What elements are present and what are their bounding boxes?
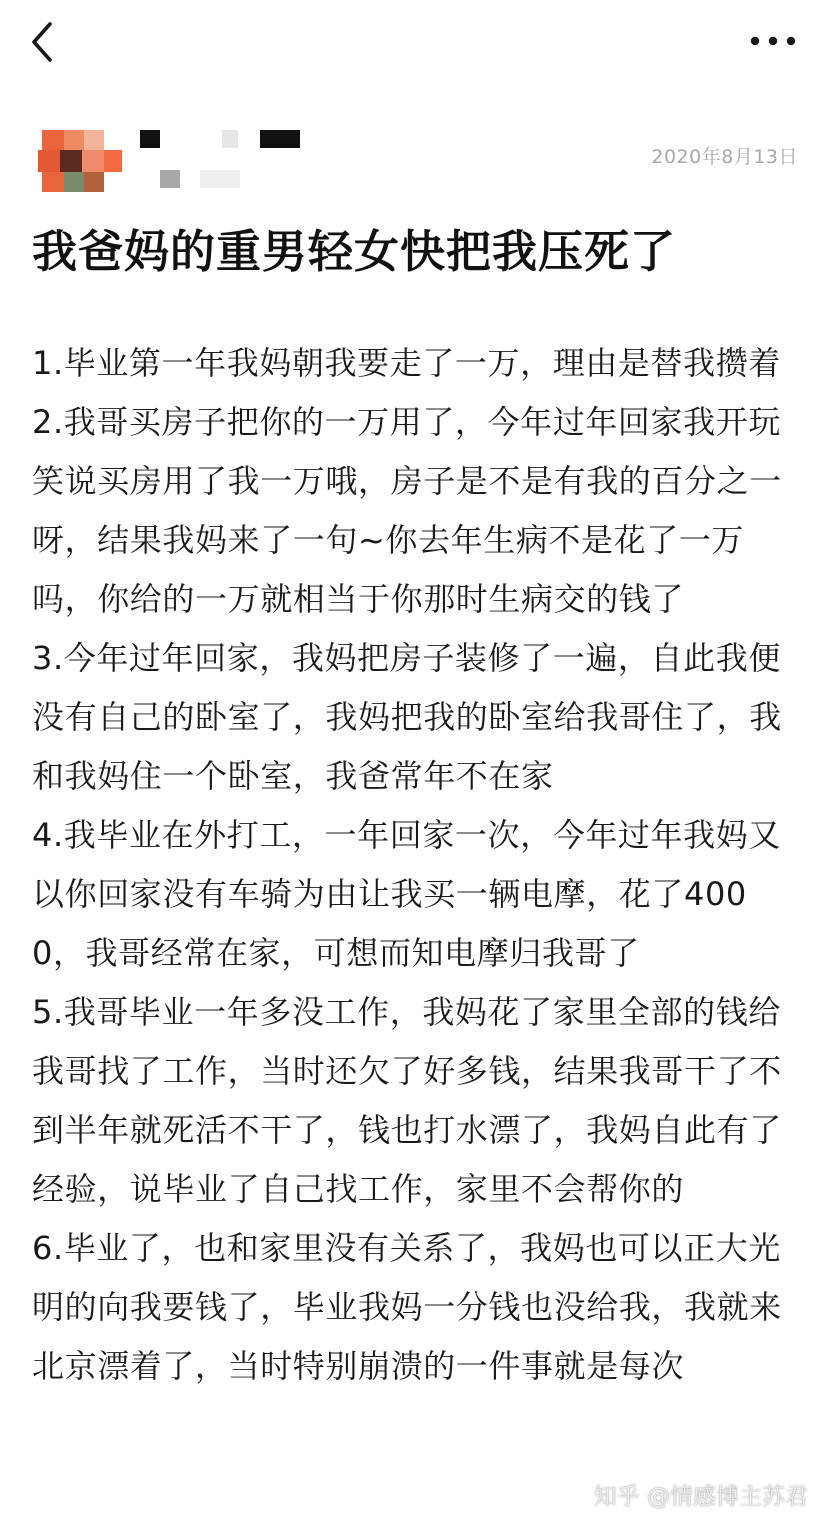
paragraph-2: 2.我哥买房子把你的一万用了，今年过年回家我开玩笑说买房用了我一万哦，房子是不是有我的百分之一呀，结果我妈来了一句~你去年生病不是花了一万吗，你给的一万就相当于你那时生病交的钱了	[32, 403, 782, 618]
pixelated-avatar-image	[38, 126, 122, 192]
paragraph-6: 6.毕业了，也和家里没有关系了，我妈也可以正大光明的向我要钱了，毕业我妈一分钱也没给我，我就来北京漂着了，当时特别崩溃的一件事就是每次	[32, 1229, 782, 1385]
more-horizontal-icon	[748, 26, 798, 56]
post-body	[32, 334, 798, 1396]
zhihu-watermark: 知乎 @情感博主苏君	[593, 1484, 808, 1510]
author-name-pixelated[interactable]	[138, 126, 348, 192]
paragraph-4: 4.我毕业在外打工，一年回家一次，今年过年我妈又以你回家没有车骑为由让我买一辆电摩，花了4000，我哥经常在家，可想而知电摩归我哥了	[32, 816, 781, 972]
back-button[interactable]	[22, 20, 66, 64]
paragraph-5: 5.我哥毕业一年多没工作，我妈花了家里全部的钱给我哥找了工作，当时还欠了好多钱，结果我哥干了不到半年就死活不干了，钱也打水漂了，我妈自此有了经验，说毕业了自己找工作，家里不会帮你的	[32, 993, 782, 1208]
paragraph-1: 1.毕业第一年我妈朝我要走了一万，理由是替我攒着	[32, 344, 781, 382]
author-row	[38, 126, 798, 192]
more-options-button[interactable]	[748, 26, 798, 56]
post-date: 2020年8月13日	[651, 146, 798, 168]
mosaic-censor	[138, 126, 348, 192]
top-nav-bar	[0, 0, 828, 90]
post-title: 我爸妈的重男轻女快把我压死了	[32, 225, 677, 278]
avatar[interactable]	[38, 126, 122, 192]
paragraph-3: 3.今年过年回家，我妈把房子装修了一遍，自此我便没有自己的卧室了，我妈把我的卧室给我哥住了，我和我妈住一个卧室，我爸常年不在家	[32, 639, 782, 795]
chevron-left-icon	[22, 20, 66, 64]
